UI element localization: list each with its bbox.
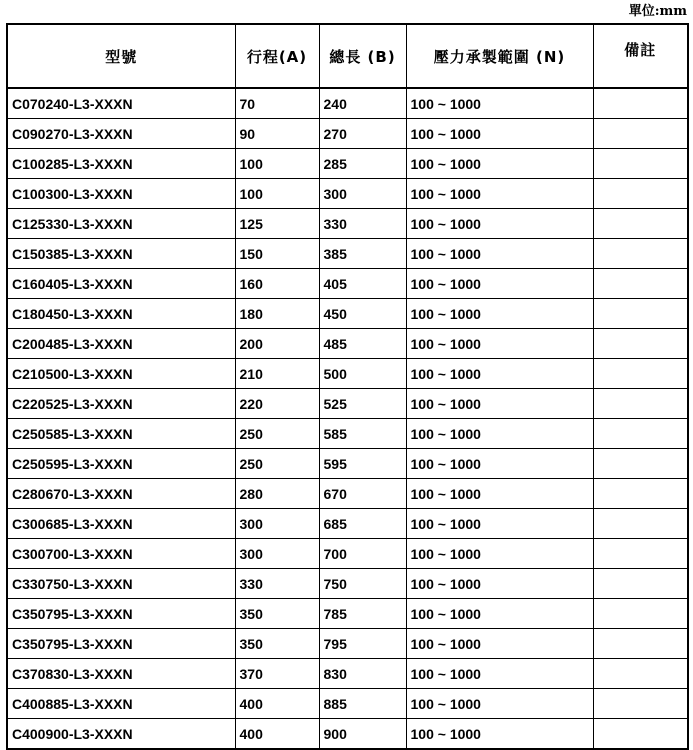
cell-length: 405 (319, 269, 406, 299)
cell-force-range: 100 ~ 1000 (406, 509, 593, 539)
cell-model: C180450-L3-XXXN (7, 299, 235, 329)
cell-stroke: 400 (235, 689, 319, 719)
cell-stroke: 90 (235, 119, 319, 149)
table-body (7, 88, 688, 749)
header-force-range: 壓力承製範圍 (N) (406, 24, 593, 88)
cell-model: C350795-L3-XXXN (7, 599, 235, 629)
cell-force-range: 100 ~ 1000 (406, 359, 593, 389)
cell-model: C200485-L3-XXXN (7, 329, 235, 359)
cell-length: 485 (319, 329, 406, 359)
cell-stroke: 160 (235, 269, 319, 299)
cell-length: 270 (319, 119, 406, 149)
cell-model: C300700-L3-XXXN (7, 539, 235, 569)
table-row (7, 599, 688, 629)
cell-model: C250595-L3-XXXN (7, 449, 235, 479)
table-row (7, 659, 688, 689)
cell-force-range: 100 ~ 1000 (406, 389, 593, 419)
cell-force-range: 100 ~ 1000 (406, 88, 593, 119)
cell-model: C125330-L3-XXXN (7, 209, 235, 239)
cell-stroke: 300 (235, 539, 319, 569)
cell-force-range: 100 ~ 1000 (406, 629, 593, 659)
cell-length: 450 (319, 299, 406, 329)
table-row (7, 449, 688, 479)
cell-force-range: 100 ~ 1000 (406, 539, 593, 569)
cell-remark (593, 479, 688, 509)
cell-length: 595 (319, 449, 406, 479)
cell-remark (593, 179, 688, 209)
cell-model: C090270-L3-XXXN (7, 119, 235, 149)
cell-force-range: 100 ~ 1000 (406, 689, 593, 719)
cell-remark (593, 509, 688, 539)
cell-length: 795 (319, 629, 406, 659)
cell-remark (593, 449, 688, 479)
cell-force-range: 100 ~ 1000 (406, 419, 593, 449)
cell-force-range: 100 ~ 1000 (406, 659, 593, 689)
cell-remark (593, 719, 688, 750)
table-row (7, 239, 688, 269)
cell-model: C150385-L3-XXXN (7, 239, 235, 269)
table-row (7, 359, 688, 389)
cell-model: C370830-L3-XXXN (7, 659, 235, 689)
cell-length: 385 (319, 239, 406, 269)
table-row (7, 629, 688, 659)
cell-remark (593, 329, 688, 359)
header-stroke: 行程(A) (235, 24, 319, 88)
cell-stroke: 150 (235, 239, 319, 269)
table-row (7, 299, 688, 329)
cell-stroke: 250 (235, 449, 319, 479)
cell-remark (593, 689, 688, 719)
cell-remark (593, 269, 688, 299)
cell-stroke: 180 (235, 299, 319, 329)
cell-force-range: 100 ~ 1000 (406, 209, 593, 239)
table-row (7, 389, 688, 419)
cell-stroke: 330 (235, 569, 319, 599)
table-row (7, 569, 688, 599)
cell-remark (593, 569, 688, 599)
cell-model: C070240-L3-XXXN (7, 88, 235, 119)
cell-stroke: 125 (235, 209, 319, 239)
cell-stroke: 220 (235, 389, 319, 419)
table-row (7, 209, 688, 239)
cell-stroke: 250 (235, 419, 319, 449)
table-row (7, 149, 688, 179)
header-length: 總長 (B) (319, 24, 406, 88)
cell-length: 330 (319, 209, 406, 239)
table-row (7, 179, 688, 209)
table-row (7, 269, 688, 299)
cell-remark (593, 239, 688, 269)
cell-model: C300685-L3-XXXN (7, 509, 235, 539)
table-row (7, 719, 688, 750)
cell-stroke: 210 (235, 359, 319, 389)
cell-length: 700 (319, 539, 406, 569)
cell-stroke: 280 (235, 479, 319, 509)
cell-model: C220525-L3-XXXN (7, 389, 235, 419)
table-row (7, 119, 688, 149)
table-header (7, 24, 688, 88)
cell-length: 300 (319, 179, 406, 209)
cell-remark (593, 209, 688, 239)
cell-stroke: 100 (235, 149, 319, 179)
cell-length: 885 (319, 689, 406, 719)
cell-remark (593, 149, 688, 179)
cell-force-range: 100 ~ 1000 (406, 269, 593, 299)
cell-length: 525 (319, 389, 406, 419)
cell-stroke: 350 (235, 629, 319, 659)
table-row (7, 329, 688, 359)
cell-stroke: 400 (235, 719, 319, 750)
unit-label: 單位:mm (628, 4, 687, 19)
cell-remark (593, 599, 688, 629)
cell-model: C350795-L3-XXXN (7, 629, 235, 659)
cell-force-range: 100 ~ 1000 (406, 449, 593, 479)
cell-force-range: 100 ~ 1000 (406, 569, 593, 599)
cell-model: C400900-L3-XXXN (7, 719, 235, 750)
cell-stroke: 300 (235, 509, 319, 539)
cell-stroke: 70 (235, 88, 319, 119)
cell-remark (593, 659, 688, 689)
cell-length: 670 (319, 479, 406, 509)
table-row (7, 479, 688, 509)
cell-remark (593, 119, 688, 149)
cell-force-range: 100 ~ 1000 (406, 719, 593, 750)
cell-remark (593, 539, 688, 569)
cell-model: C100300-L3-XXXN (7, 179, 235, 209)
cell-model: C250585-L3-XXXN (7, 419, 235, 449)
table-row (7, 539, 688, 569)
cell-remark (593, 359, 688, 389)
cell-model: C160405-L3-XXXN (7, 269, 235, 299)
table-row (7, 689, 688, 719)
cell-length: 285 (319, 149, 406, 179)
cell-force-range: 100 ~ 1000 (406, 329, 593, 359)
cell-stroke: 100 (235, 179, 319, 209)
cell-length: 750 (319, 569, 406, 599)
cell-stroke: 200 (235, 329, 319, 359)
cell-length: 585 (319, 419, 406, 449)
cell-remark (593, 88, 688, 119)
cell-length: 500 (319, 359, 406, 389)
cell-stroke: 370 (235, 659, 319, 689)
cell-remark (593, 389, 688, 419)
table-row (7, 88, 688, 119)
cell-model: C100285-L3-XXXN (7, 149, 235, 179)
cell-force-range: 100 ~ 1000 (406, 119, 593, 149)
cell-length: 685 (319, 509, 406, 539)
cell-force-range: 100 ~ 1000 (406, 149, 593, 179)
cell-length: 785 (319, 599, 406, 629)
cell-model: C210500-L3-XXXN (7, 359, 235, 389)
cell-length: 830 (319, 659, 406, 689)
cell-force-range: 100 ~ 1000 (406, 599, 593, 629)
cell-remark (593, 629, 688, 659)
cell-remark (593, 419, 688, 449)
cell-stroke: 350 (235, 599, 319, 629)
cell-model: C400885-L3-XXXN (7, 689, 235, 719)
table-row (7, 419, 688, 449)
cell-length: 240 (319, 88, 406, 119)
cell-force-range: 100 ~ 1000 (406, 239, 593, 269)
cell-length: 900 (319, 719, 406, 750)
cell-force-range: 100 ~ 1000 (406, 299, 593, 329)
cell-remark (593, 299, 688, 329)
cell-force-range: 100 ~ 1000 (406, 479, 593, 509)
header-remark: 備註 (593, 24, 688, 88)
cell-model: C280670-L3-XXXN (7, 479, 235, 509)
spec-table (6, 23, 689, 750)
table-row (7, 509, 688, 539)
cell-model: C330750-L3-XXXN (7, 569, 235, 599)
header-model: 型號 (7, 24, 235, 88)
header-row (7, 24, 688, 88)
cell-force-range: 100 ~ 1000 (406, 179, 593, 209)
